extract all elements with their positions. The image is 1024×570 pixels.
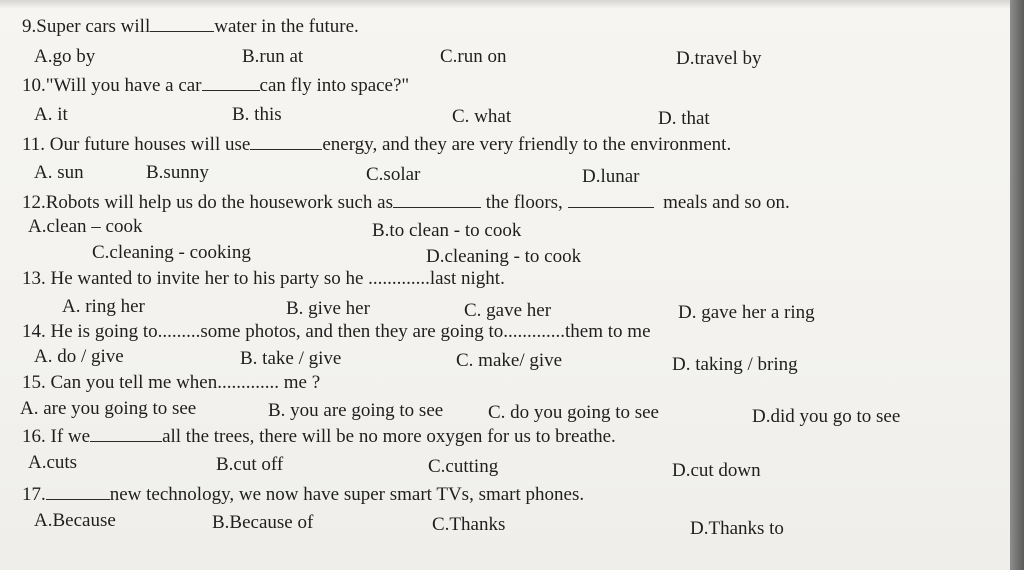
question-15: 15. Can you tell me when............. me ? [22,372,321,393]
question-10 [22,75,409,97]
question-13: 13. He wanted to invite her to his party so he .............last night. [22,268,505,289]
option-c: C.Thanks [432,514,506,535]
option-b: B. this [232,104,282,125]
option-c: C.run on [440,46,507,67]
option-b: B.Because of [212,512,314,533]
question-text: 16. If we [22,426,91,447]
question-text: the floors, [485,192,563,213]
option-a: A. do / give [34,346,124,367]
option-b: B.cut off [216,454,284,475]
answer-blank [250,135,322,150]
option-c: C.cutting [428,456,499,477]
question-11 [22,134,731,156]
question-text: water in the future. [214,16,359,37]
option-c: C. do you going to see [488,402,659,423]
option-c: C. make/ give [456,350,563,371]
option-a: A. sun [34,162,84,183]
option-d: D.lunar [582,166,640,187]
answer-blank [202,76,260,91]
option-b: B.to clean - to cook [372,220,522,241]
question-text: 9.Super cars will [22,16,151,37]
option-d: D. gave her a ring [678,302,815,323]
option-c: C.solar [366,164,421,185]
question-12 [22,192,790,214]
option-a: A. it [34,104,68,125]
question-text: new technology, we now have super smart TVs, smart phones. [109,484,585,505]
option-d: D.cut down [672,460,761,481]
option-b: B. give her [286,298,370,319]
question-text: meals and so on. [663,192,790,213]
question-14: 14. He is going to.........some photos, and then they are going to.............them to me [22,321,651,342]
question-text: can fly into space?" [259,75,410,96]
option-d: D.Thanks to [690,518,784,539]
question-17 [22,484,584,506]
option-c: C.cleaning - cooking [92,242,251,263]
option-a: A.cuts [28,452,78,473]
option-a: A.Because [34,510,116,531]
answer-blank [90,427,162,442]
question-text: all the trees, there will be no more oxygen for us to breathe. [162,426,616,447]
option-b: B. you are going to see [268,400,444,421]
question-16 [22,426,616,448]
option-c: C. what [452,106,512,127]
question-text: 12.Robots will help us do the housework such as [22,192,394,213]
option-d: D. that [658,108,710,129]
answer-blank [46,485,110,500]
option-d: D. taking / bring [672,354,798,375]
option-c: C. gave her [464,300,552,321]
page-edge-shadow [1010,0,1024,570]
option-a: A. ring her [62,296,145,317]
option-b: B.sunny [146,162,209,183]
option-a: A. are you going to see [20,398,197,419]
question-text: 11. Our future houses will use [22,134,251,155]
option-d: D.cleaning - to cook [426,246,582,267]
question-text: 10."Will you have a car [22,75,202,96]
answer-blank [393,193,481,208]
option-a: A.go by [34,46,96,67]
answer-blank [568,193,654,208]
option-d: D.did you go to see [752,406,901,427]
option-b: B.run at [242,46,304,67]
question-text: 17. [22,484,46,505]
answer-blank [150,17,214,32]
question-9 [22,16,359,38]
question-text: energy, and they are very friendly to the environment. [322,134,732,155]
option-d: D.travel by [676,48,762,69]
option-b: B. take / give [240,348,342,369]
option-a: A.clean – cook [28,216,143,237]
